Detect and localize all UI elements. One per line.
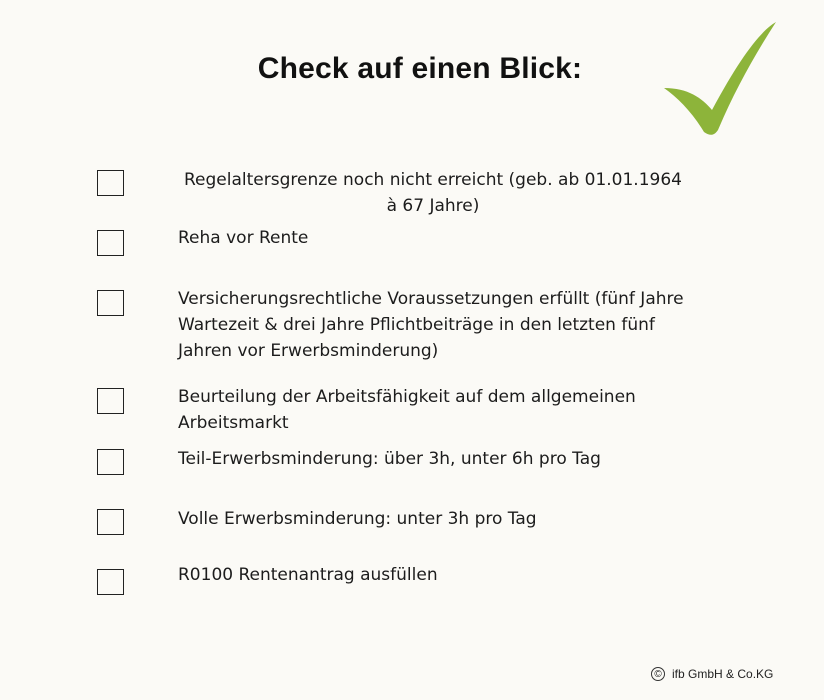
- checkbox[interactable]: [97, 569, 124, 595]
- checkbox[interactable]: [97, 449, 124, 475]
- checkbox[interactable]: [97, 290, 124, 316]
- checklist-item-label: Regelaltersgrenze noch nicht erreicht (geb. ab 01.01.1964 à 67 Jahre): [184, 170, 682, 216]
- checklist-item-label: Reha vor Rente: [178, 228, 309, 248]
- checkmark-icon: [662, 16, 778, 138]
- checklist-item-label: Versicherungsrechtliche Voraussetzungen erfüllt (fünf Jahre Wartezeit & drei Jahre Pflichtbeiträge in den letzten fünf Jahren vor Erwerbsminderung): [178, 289, 684, 361]
- checklist-item-label: Volle Erwerbsminderung: unter 3h pro Tag: [178, 509, 537, 529]
- checkbox[interactable]: [97, 509, 124, 535]
- checkbox[interactable]: [97, 170, 124, 196]
- footer-text: ifb GmbH & Co.KG: [672, 667, 774, 681]
- copyright-icon: ©: [651, 667, 665, 681]
- checkbox[interactable]: [97, 388, 124, 414]
- page-title: Check auf einen Blick:: [257, 52, 583, 85]
- checklist-item-label: Teil-Erwerbsminderung: über 3h, unter 6h pro Tag: [178, 449, 601, 469]
- checklist-item-label: Beurteilung der Arbeitsfähigkeit auf dem allgemeinen Arbeitsmarkt: [178, 387, 636, 433]
- checkbox[interactable]: [97, 230, 124, 256]
- checklist-item-label: R0100 Rentenantrag ausfüllen: [178, 565, 438, 585]
- footer-copyright: [651, 667, 773, 681]
